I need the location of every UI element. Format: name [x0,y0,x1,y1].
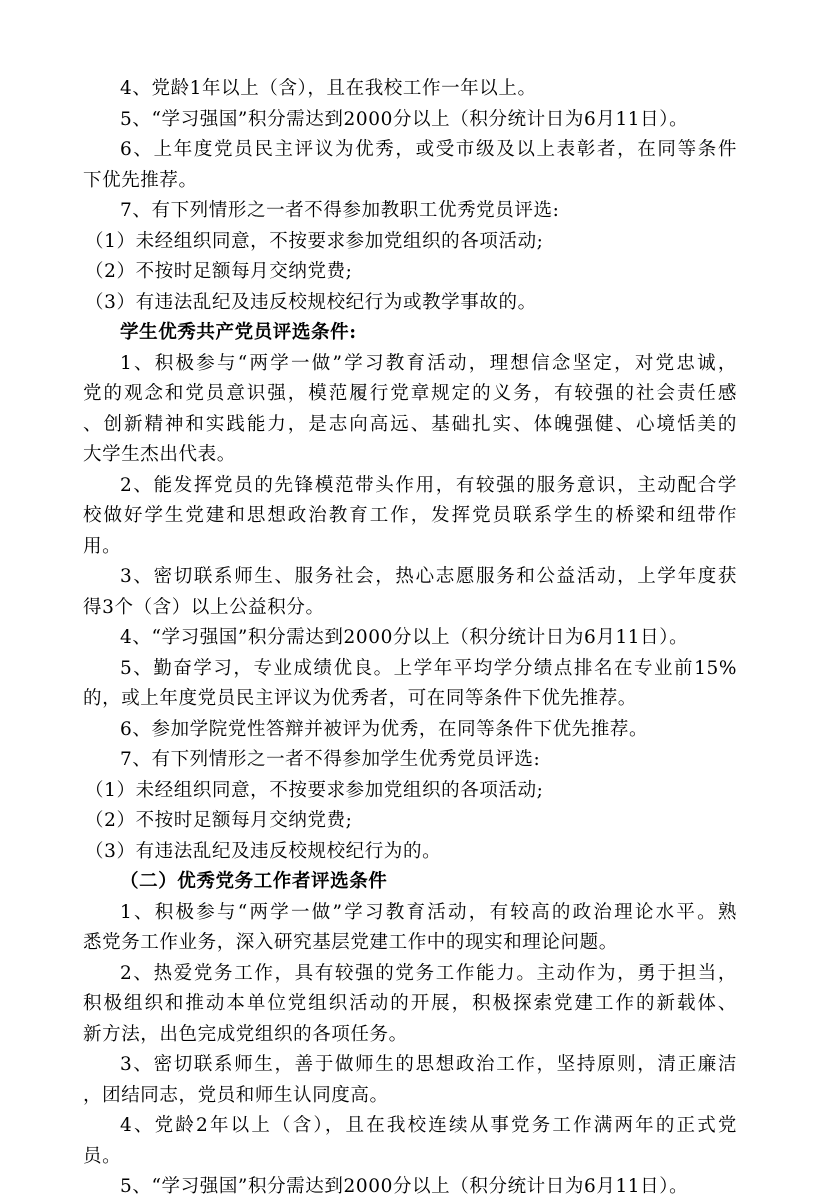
section-heading: （二）优秀党务工作者评选条件 [120,871,388,892]
text-line: （1）未经组织同意，不按要求参加党组织的各项活动; [85,230,544,252]
text-line: 4、党龄1年以上（含），且在我校工作一年以上。 [120,78,537,99]
text-line: 1、积极参与“两学一做”学习教育活动，理想信念坚定，对党忠诚， [120,352,737,374]
text-line: 5、“学习强国”积分需达到2000分以上（积分统计日为6月11日）。 [120,1176,689,1197]
text-line: 7、有下列情形之一者不得参加教职工优秀党员评选: [120,200,560,221]
text-line: 得3个（含）以上公益积分。 [83,596,325,618]
text-line: （2）不按时足额每月交纳党费; [85,261,353,282]
text-line: 2、热爱党务工作，具有较强的党务工作能力。主动作为，勇于担当， [120,962,737,984]
text-line: （3）有违法乱纪及违反校规校纪行为或教学事故的。 [85,291,537,313]
text-line: 3、密切联系师生、服务社会，热心志愿服务和公益活动，上学年度获 [120,566,737,587]
text-line: 员。 [83,1145,122,1167]
text-line: 校做好学生党建和思想政治教育工作，发挥党员联系学生的桥梁和纽带作 [83,505,737,526]
text-line: 5、“学习强国”积分需达到2000分以上（积分统计日为6月11日）。 [120,108,689,130]
text-line: 的，或上年度党员民主评议为优秀者，可在同等条件下优先推荐。 [83,688,637,709]
text-line: 2、能发挥党员的先锋模范带头作用，有较强的服务意识，主动配合学 [120,474,737,496]
text-line: 3、密切联系师生，善于做师生的思想政治工作，坚持原则，清正廉洁 [120,1054,737,1075]
text-line: 4、“学习强国”积分需达到2000分以上（积分统计日为6月11日）。 [120,627,689,648]
text-line: 新方法，出色完成党组织的各项任务。 [83,1023,408,1045]
text-line: （1）未经组织同意，不按要求参加党组织的各项活动; [85,779,544,801]
text-line: 悉党务工作业务，深入研究基层党建工作中的现实和理论问题。 [83,932,618,953]
text-line: 4、党龄2年以上（含），且在我校连续从事党务工作满两年的正式党 [120,1115,737,1136]
text-line: （2）不按时足额每月交纳党费; [85,810,353,831]
text-line: 6、上年度党员民主评议为优秀，或受市级及以上表彰者，在同等条件 [120,139,737,160]
text-line: 党的观念和党员意识强，模范履行党章规定的义务，有较强的社会责任感 [83,383,737,404]
text-line: 5、勤奋学习，专业成绩优良。上学年平均学分绩点排名在专业前15% [120,657,737,679]
text-line: 用。 [83,535,122,557]
text-line: 大学生杰出代表。 [83,444,236,465]
text-line: 7、有下列情形之一者不得参加学生优秀党员评选: [120,749,541,770]
text-line: 6、参加学院党性答辩并被评为优秀，在同等条件下优先推荐。 [120,718,649,740]
text-line: （3）有违法乱纪及违反校规校纪行为的。 [85,840,442,862]
text-line: 1、积极参与“两学一做”学习教育活动，有较高的政治理论水平。熟 [120,901,737,923]
text-line: ，团结同志，党员和师生认同度高。 [83,1084,389,1106]
text-line: 下优先推荐。 [83,169,198,191]
text-line: 积极组织和推动本单位党组织活动的开展，积极探索党建工作的新载体、 [83,993,737,1014]
text-line: 、创新精神和实践能力，是志向高远、基础扎实、体魄强健、心境恬美的 [83,413,737,435]
section-heading: 学生优秀共产党员评选条件: [120,322,357,343]
